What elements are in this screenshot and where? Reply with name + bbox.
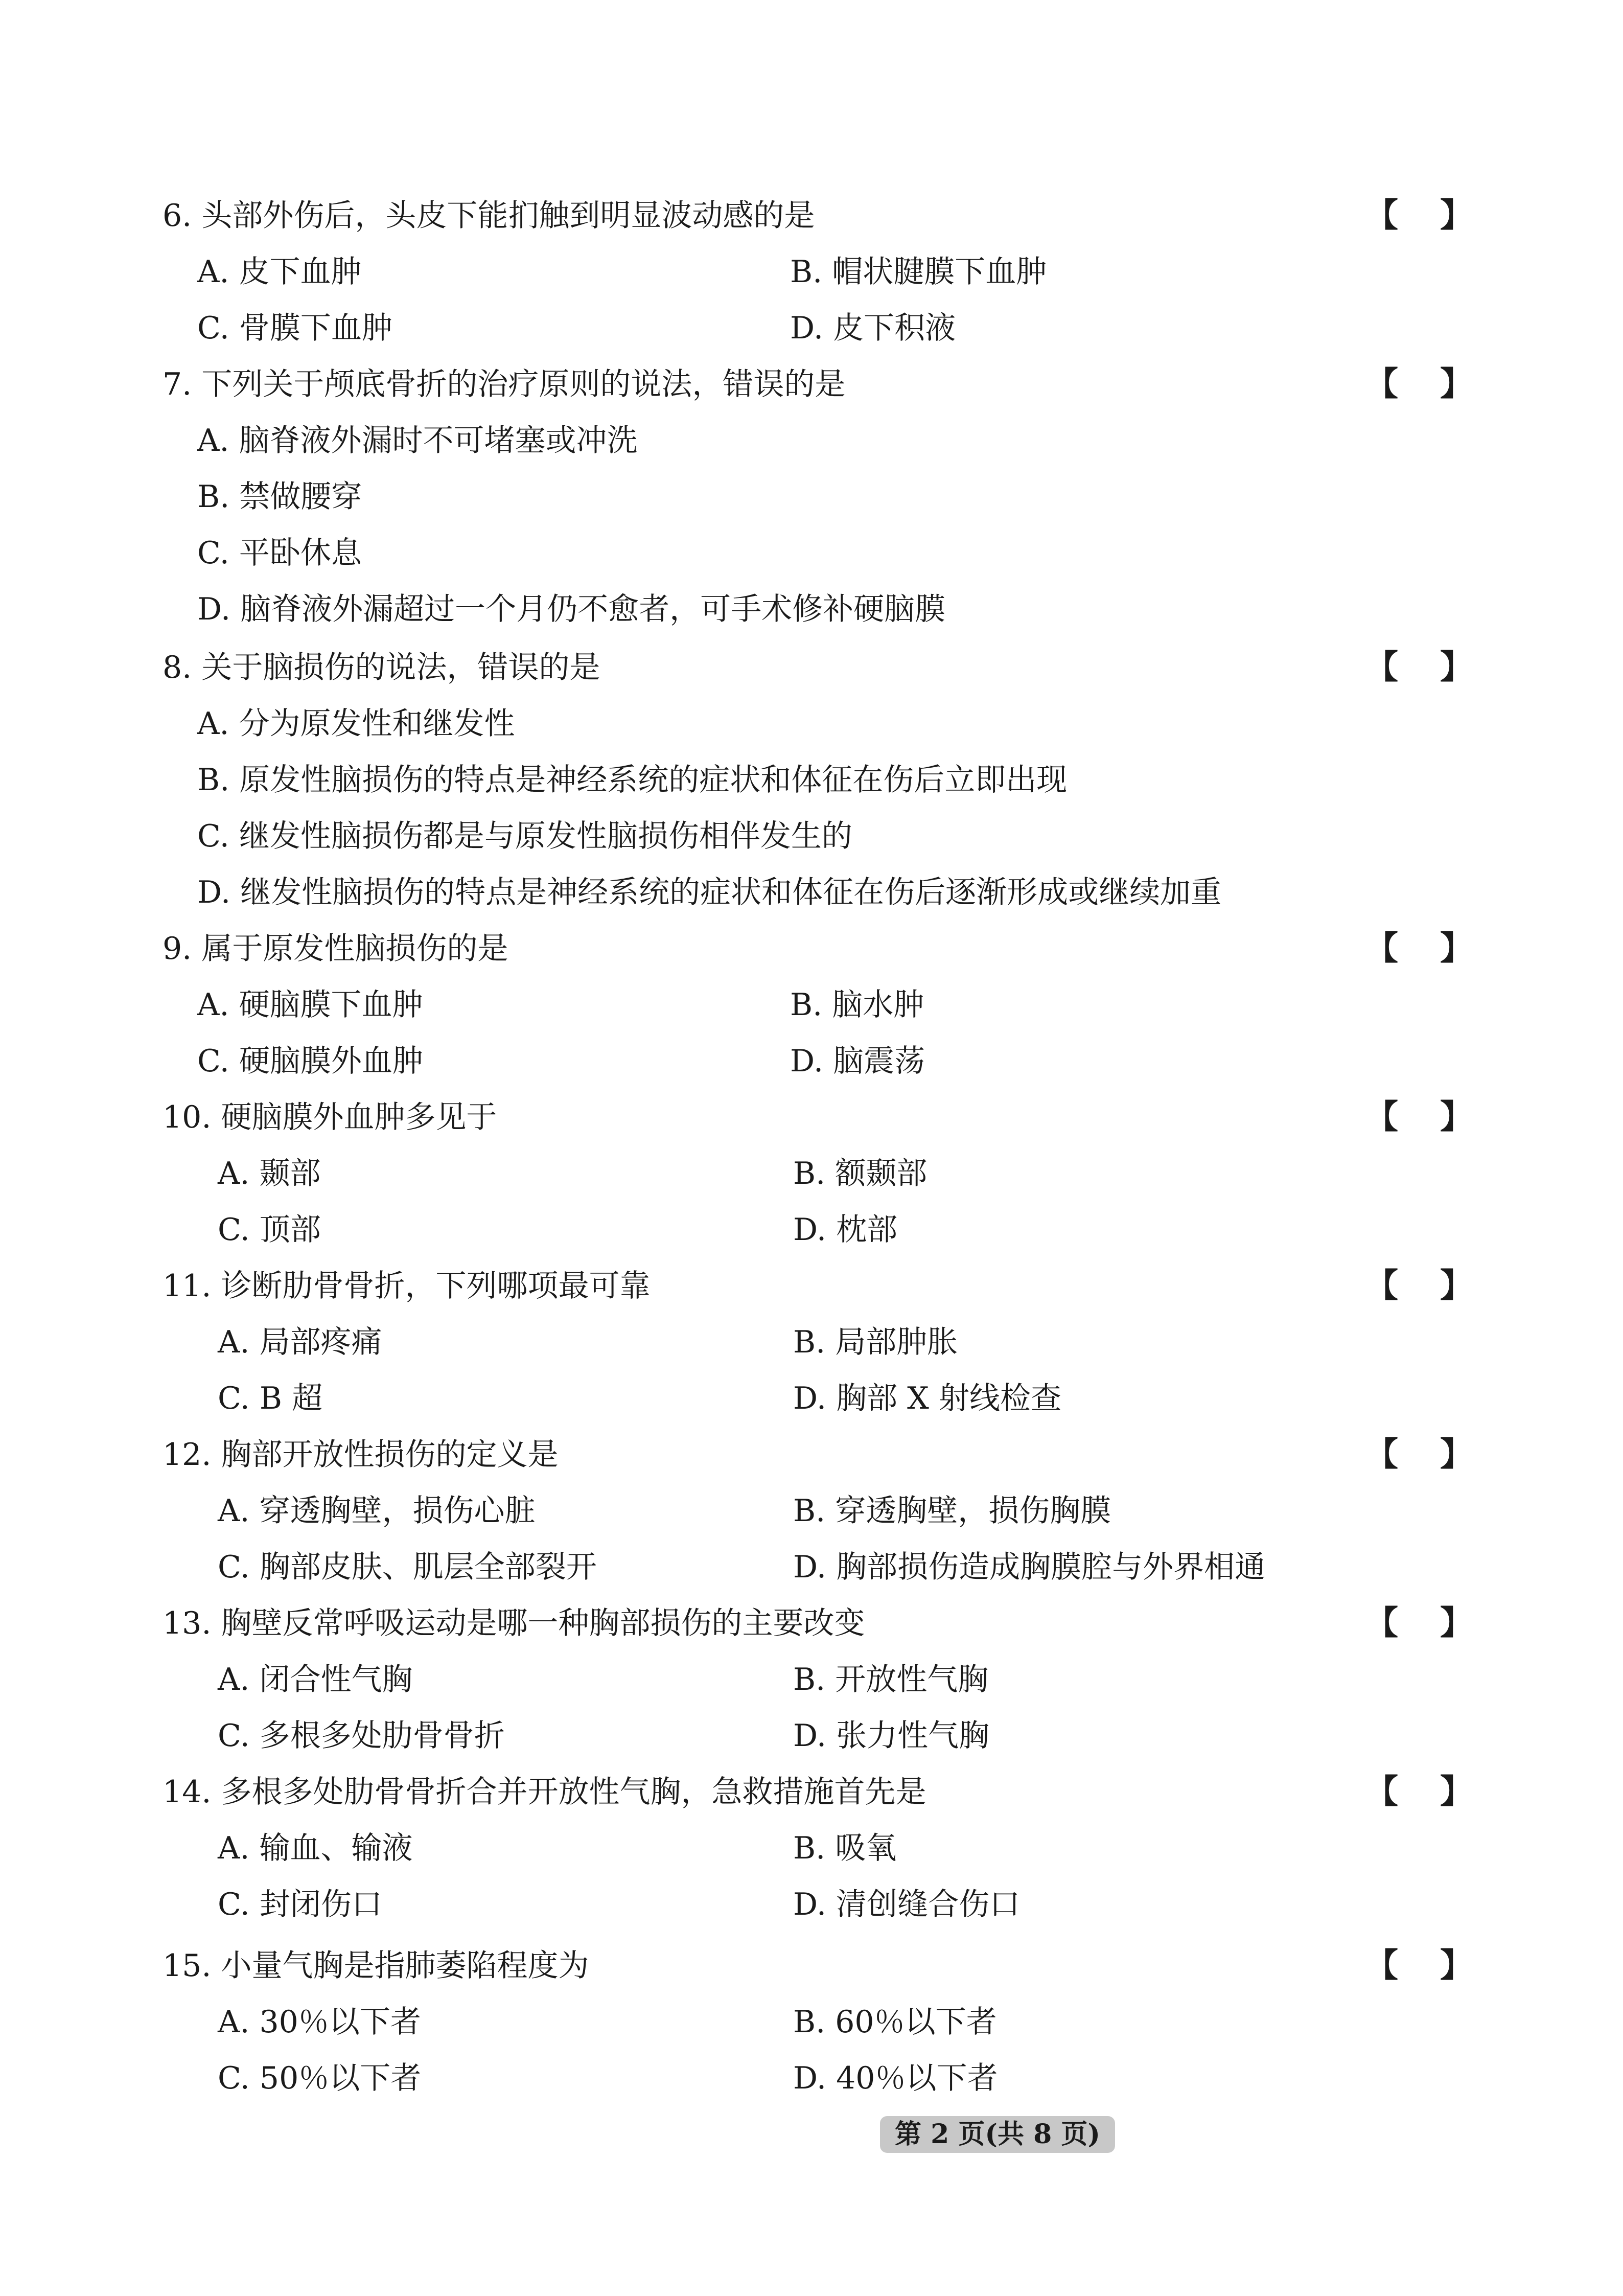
question-14-option-a: A. 输血、输液 xyxy=(218,1830,413,1866)
question-10-option-a: A. 颞部 xyxy=(218,1156,321,1191)
question-8-option-d: D. 继发性脑损伤的特点是神经系统的症状和体征在伤后逐渐形成或继续加重 xyxy=(197,875,1222,910)
question-12-stem: 12. 胸部开放性损伤的定义是 xyxy=(163,1437,559,1473)
question-10-option-d: D. 枕部 xyxy=(793,1212,898,1248)
question-9-option-d: D. 脑震荡 xyxy=(790,1043,925,1079)
question-8-stem: 8. 关于脑损伤的说法，错误的是 xyxy=(163,650,600,685)
page-number-footer: 第 2 页(共 8 页) xyxy=(880,2116,1115,2153)
question-9-option-a: A. 硬脑膜下血肿 xyxy=(197,987,423,1023)
answer-bracket-8: 【 】 xyxy=(1365,648,1473,686)
answer-bracket-6: 【 】 xyxy=(1365,196,1473,235)
question-7-stem: 7. 下列关于颅底骨折的治疗原则的说法，错误的是 xyxy=(163,366,846,402)
question-15-option-a: A. 30％以下者 xyxy=(218,2004,421,2040)
question-8-option-c: C. 继发性脑损伤都是与原发性脑损伤相伴发生的 xyxy=(197,818,852,854)
answer-bracket-15: 【 】 xyxy=(1365,1946,1473,1985)
question-14-option-c: C. 封闭伤口 xyxy=(218,1887,382,1922)
answer-bracket-12: 【 】 xyxy=(1365,1435,1473,1474)
question-11-stem: 11. 诊断肋骨骨折，下列哪项最可靠 xyxy=(163,1268,651,1304)
question-15-option-d: D. 40％以下者 xyxy=(793,2060,998,2096)
question-7-option-b: B. 禁做腰穿 xyxy=(197,479,362,515)
answer-bracket-9: 【 】 xyxy=(1365,929,1473,968)
question-13-option-d: D. 张力性气胸 xyxy=(793,1718,990,1754)
question-7-option-d: D. 脑脊液外漏超过一个月仍不愈者，可手术修补硬脑膜 xyxy=(197,591,946,627)
question-6-option-a: A. 皮下血肿 xyxy=(197,254,362,290)
question-9-stem: 9. 属于原发性脑损伤的是 xyxy=(163,931,508,967)
answer-bracket-10: 【 】 xyxy=(1365,1098,1473,1136)
question-9-option-b: B. 脑水肿 xyxy=(790,987,924,1023)
question-13-option-c: C. 多根多处肋骨骨折 xyxy=(218,1718,505,1754)
answer-bracket-14: 【 】 xyxy=(1365,1773,1473,1811)
question-12-option-b: B. 穿透胸壁，损伤胸膜 xyxy=(793,1493,1111,1529)
answer-bracket-7: 【 】 xyxy=(1365,365,1473,403)
question-8-option-b: B. 原发性脑损伤的特点是神经系统的症状和体征在伤后立即出现 xyxy=(197,762,1068,798)
question-6-stem: 6. 头部外伤后，头皮下能扪触到明显波动感的是 xyxy=(163,198,815,234)
question-14-option-d: D. 清创缝合伤口 xyxy=(793,1887,1021,1922)
question-11-option-d: D. 胸部 X 射线检查 xyxy=(793,1381,1061,1416)
question-10-option-c: C. 顶部 xyxy=(218,1212,321,1248)
question-6-option-b: B. 帽状腱膜下血肿 xyxy=(790,254,1047,290)
question-6-option-d: D. 皮下积液 xyxy=(790,310,956,346)
answer-bracket-11: 【 】 xyxy=(1365,1267,1473,1305)
question-14-option-b: B. 吸氧 xyxy=(793,1830,897,1866)
question-9-option-c: C. 硬脑膜外血肿 xyxy=(197,1043,423,1079)
question-13-option-a: A. 闭合性气胸 xyxy=(218,1662,413,1697)
question-12-option-d: D. 胸部损伤造成胸膜腔与外界相通 xyxy=(793,1549,1266,1585)
answer-bracket-13: 【 】 xyxy=(1365,1604,1473,1642)
question-7-option-a: A. 脑脊液外漏时不可堵塞或冲洗 xyxy=(197,423,638,458)
question-8-option-a: A. 分为原发性和继发性 xyxy=(197,706,515,742)
question-11-option-c: C. B 超 xyxy=(218,1381,323,1416)
question-12-option-a: A. 穿透胸壁，损伤心脏 xyxy=(218,1493,536,1529)
question-12-option-c: C. 胸部皮肤、肌层全部裂开 xyxy=(218,1549,597,1585)
question-15-option-b: B. 60％以下者 xyxy=(793,2004,997,2040)
question-15-stem: 15. 小量气胸是指肺萎陷程度为 xyxy=(163,1948,589,1984)
question-7-option-c: C. 平卧休息 xyxy=(197,535,362,571)
question-10-stem: 10. 硬脑膜外血肿多见于 xyxy=(163,1099,497,1135)
question-13-option-b: B. 开放性气胸 xyxy=(793,1662,989,1697)
question-11-option-a: A. 局部疼痛 xyxy=(218,1324,382,1360)
question-11-option-b: B. 局部肿胀 xyxy=(793,1324,958,1360)
question-15-option-c: C. 50％以下者 xyxy=(218,2060,422,2096)
question-10-option-b: B. 额颞部 xyxy=(793,1156,928,1191)
question-14-stem: 14. 多根多处肋骨骨折合并开放性气胸，急救措施首先是 xyxy=(163,1774,926,1810)
question-6-option-c: C. 骨膜下血肿 xyxy=(197,310,392,346)
question-13-stem: 13. 胸壁反常呼吸运动是哪一种胸部损伤的主要改变 xyxy=(163,1605,865,1641)
